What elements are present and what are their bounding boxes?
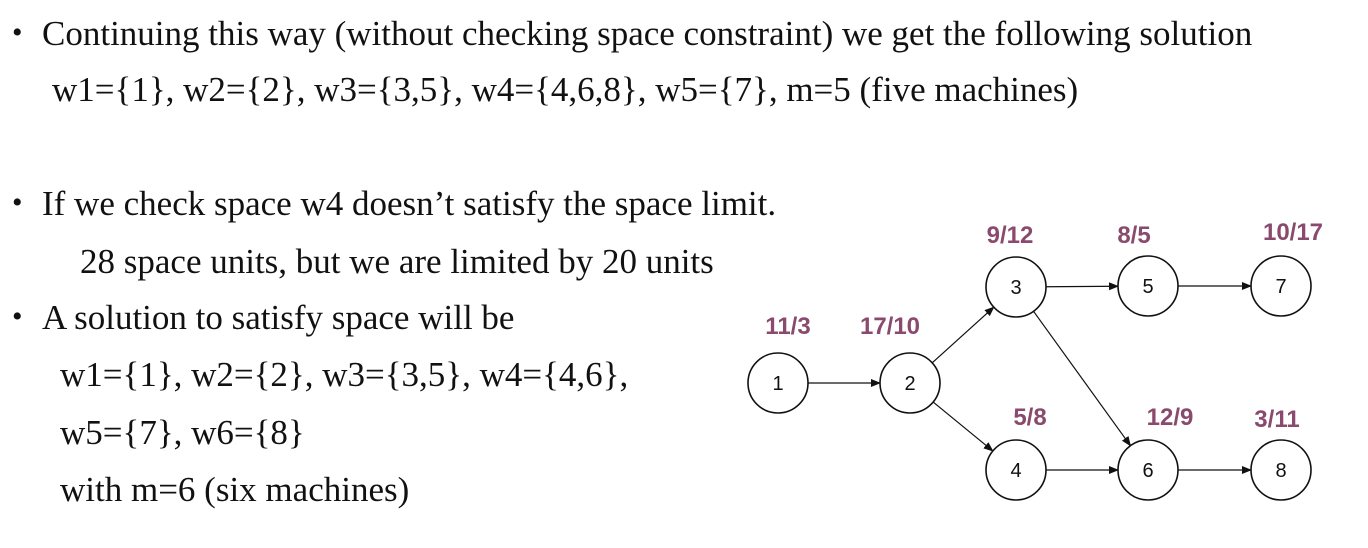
node-2 (880, 353, 940, 413)
text-line-8: with m=6 (six machines) (60, 470, 410, 509)
node-1 (748, 353, 808, 413)
node-2-weight: 17/10 (859, 313, 921, 340)
edge-2-to-3 (932, 307, 994, 363)
node-7-weight: 10/17 (1262, 219, 1324, 246)
nodes-layer (748, 256, 1311, 500)
bullet-2: • (12, 186, 23, 219)
node-3-label: 3 (1010, 277, 1022, 299)
node-5-label: 5 (1142, 276, 1154, 298)
node-3-weight: 9/12 (986, 222, 1034, 249)
edge-2-to-4 (933, 402, 993, 451)
node-4-weight: 5/8 (1013, 404, 1047, 431)
bullet-3: • (12, 300, 23, 333)
text-line-4: 28 space units, but we are limited by 20 units (80, 242, 714, 281)
node-6-label: 6 (1142, 460, 1154, 482)
node-8-weight: 3/11 (1254, 406, 1300, 433)
node-5-weight: 8/5 (1117, 222, 1151, 249)
node-4 (986, 440, 1046, 500)
node-8-label: 8 (1275, 460, 1287, 482)
text-line-1: Continuing this way (without checking space constraint) we get the following solution (42, 14, 1253, 53)
node-2-label: 2 (904, 373, 916, 395)
node-1-weight: 11/3 (765, 313, 811, 340)
text-line-7: w5={7}, w6={8} (60, 413, 305, 452)
text-line-2: w1={1}, w2={2}, w3={3,5}, w4={4,6,8}, w5={7}, m=5 (five machines) (52, 70, 1079, 109)
node-8 (1251, 440, 1311, 500)
node-3 (986, 257, 1046, 317)
node-4-label: 4 (1010, 460, 1022, 482)
bullet-1: • (12, 16, 23, 49)
node-6-weight: 12/9 (1146, 404, 1194, 431)
node-1-label: 1 (772, 373, 784, 395)
edge-3-to-6 (1034, 311, 1131, 445)
text-line-3: If we check space w4 doesn’t satisfy the space limit. (42, 184, 777, 223)
edge-3-to-5 (1046, 286, 1118, 287)
node-7-label: 7 (1275, 276, 1287, 298)
text-line-6: w1={1}, w2={2}, w3={3,5}, w4={4,6}, (60, 355, 629, 394)
node-6 (1118, 440, 1178, 500)
node-5 (1118, 256, 1178, 316)
text-line-5: A solution to satisfy space will be (42, 298, 515, 337)
node-7 (1251, 256, 1311, 316)
